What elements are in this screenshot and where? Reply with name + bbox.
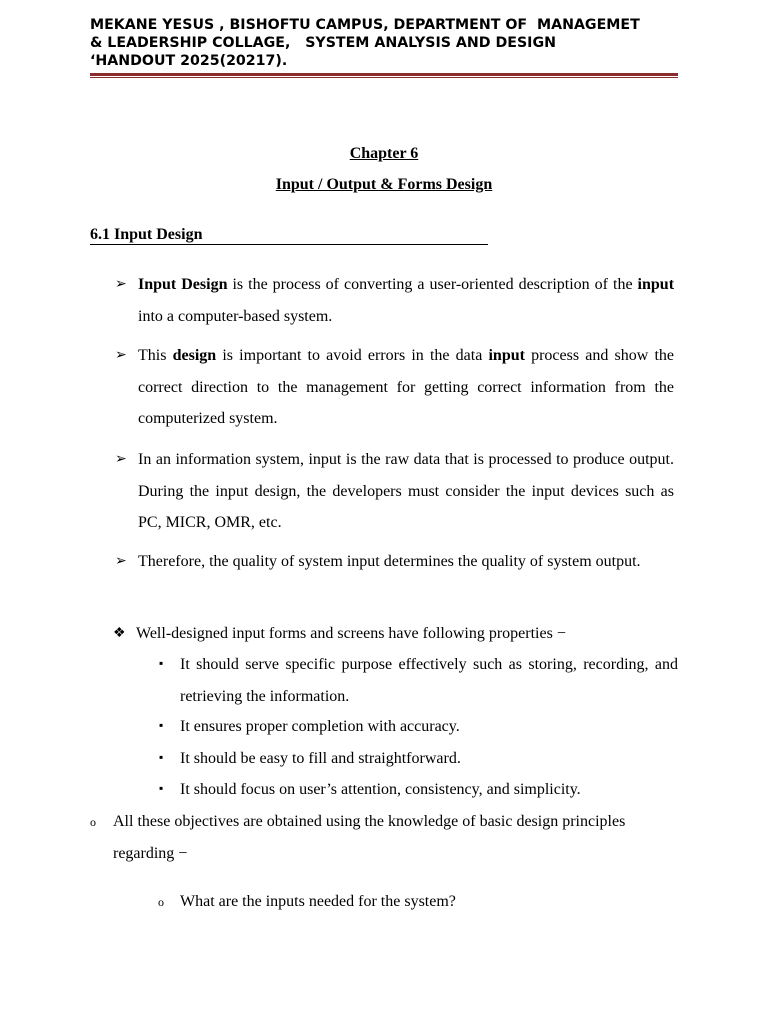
- page-header: [90, 16, 680, 70]
- header-line-3: ‘HANDOUT 2025(20217).: [90, 53, 288, 69]
- square-bullet-icon: ▪: [159, 718, 164, 732]
- property-item: It should be easy to fill and straightforward.: [180, 750, 461, 767]
- bullet-text: This: [138, 347, 173, 364]
- chapter-title: Input / Output & Forms Design: [275, 176, 493, 193]
- diamond-bullet-icon: ❖: [113, 626, 126, 641]
- square-bullet-icon: ▪: [159, 656, 164, 670]
- arrow-bullet-icon: ➢: [115, 554, 127, 569]
- header-line-2: & LEADERSHIP COLLAGE, SYSTEM ANALYSIS AND DESIGN: [90, 35, 556, 51]
- properties-intro: Well-designed input forms and screens have following properties −: [136, 625, 566, 642]
- square-bullet-icon: ▪: [159, 750, 164, 764]
- property-item: It ensures proper completion with accuracy.: [180, 718, 460, 735]
- circle-bullet-icon: o: [158, 895, 164, 909]
- bullet-information-system: In an information system, input is the raw data that is processed to produce output. During the input design, the developers must consider the input devices such as PC, MICR, OMR, etc.: [138, 451, 674, 531]
- question-item: What are the inputs needed for the system?: [180, 893, 456, 910]
- objectives-paragraph: All these objectives are obtained using the knowledge of basic design principles regarding −: [113, 813, 626, 862]
- circle-bullet-icon: o: [90, 815, 96, 829]
- section-heading: 6.1 Input Design: [90, 226, 488, 245]
- bold-term: input: [488, 347, 525, 364]
- bold-term: design: [172, 347, 217, 364]
- header-rule-thin: [90, 77, 678, 78]
- square-bullet-icon: ▪: [159, 781, 164, 795]
- bullet-input-design: [138, 269, 674, 332]
- arrow-bullet-icon: ➢: [115, 452, 127, 467]
- bullet-text: is important to avoid errors in the data: [216, 347, 489, 364]
- property-item: It should serve specific purpose effectively such as storing, recording, and retrieving the information.: [180, 656, 678, 705]
- bullet-text: is the process of converting a user-oriented description of the: [227, 276, 638, 293]
- bullet-text: process and show the correct direction to the management for getting correct information from the computerized system.: [138, 347, 674, 427]
- bullet-text: into a computer-based system.: [138, 307, 333, 325]
- bold-term: Input Design: [138, 276, 228, 293]
- property-item: It should focus on user’s attention, consistency, and simplicity.: [180, 781, 581, 798]
- chapter-heading: Chapter 6: [349, 145, 419, 162]
- bold-term: input: [637, 276, 675, 293]
- arrow-bullet-icon: ➢: [115, 277, 127, 292]
- header-rule-thick: [90, 73, 678, 76]
- header-line-1: MEKANE YESUS , BISHOFTU CAMPUS, DEPARTMENT OF MANAGEMET: [90, 17, 640, 33]
- bullet-design-importance: [138, 340, 674, 435]
- arrow-bullet-icon: ➢: [115, 348, 127, 363]
- bullet-quality: Therefore, the quality of system input determines the quality of system output.: [138, 553, 641, 570]
